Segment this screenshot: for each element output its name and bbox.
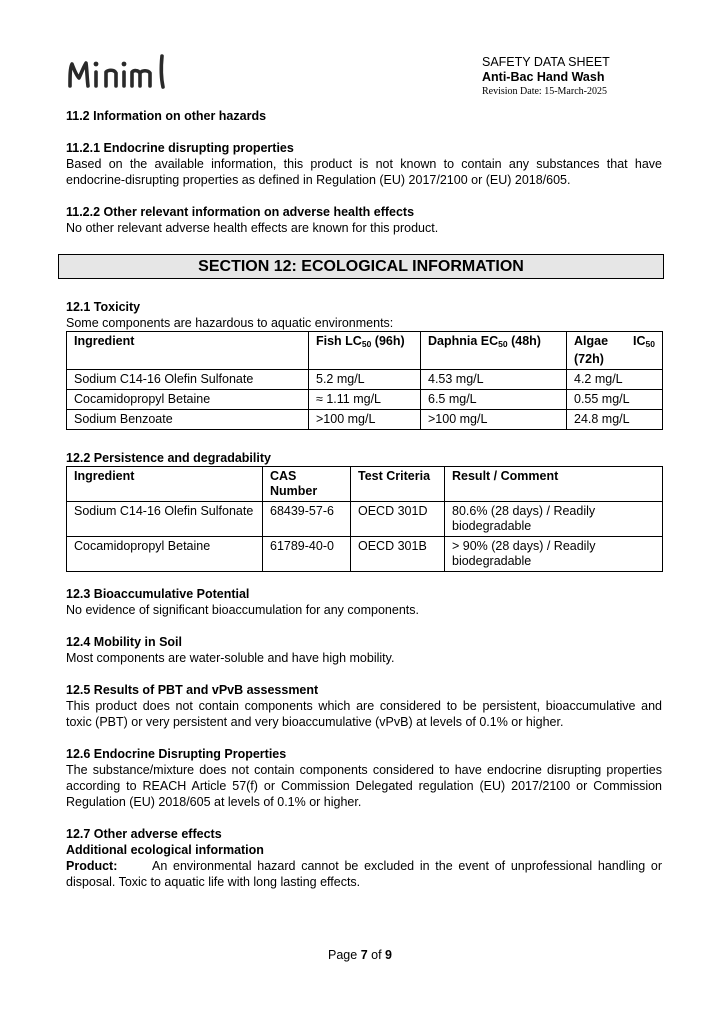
table-header-row <box>67 332 663 370</box>
table-row <box>67 370 663 390</box>
table-row <box>67 502 663 537</box>
text-12-4: Most components are water-soluble and have high mobility. <box>66 651 395 665</box>
doc-type: SAFETY DATA SHEET <box>482 55 610 69</box>
heading-12-5: 12.5 Results of PBT and vPvB assessment <box>66 683 319 697</box>
page-number: 7 <box>360 948 368 962</box>
section-12-title: SECTION 12: ECOLOGICAL INFORMATION <box>58 254 664 279</box>
col-ingredient: Ingredient <box>67 467 263 502</box>
cell: 24.8 mg/L <box>567 410 663 430</box>
cell: Cocamidopropyl Betaine <box>67 390 309 410</box>
page-content <box>66 108 662 890</box>
subheading-additional-eco: Additional ecological information <box>66 843 264 857</box>
cell: Sodium C14-16 Olefin Sulfonate <box>67 502 263 537</box>
product-text: An environmental hazard cannot be excluded in the event of unprofessional handling or disposal. Toxic to aquatic life with long lasting effects. <box>66 859 662 889</box>
page-total: 9 <box>385 948 392 962</box>
page-footer <box>0 948 720 962</box>
text-12-6: The substance/mixture does not contain components considered to have endocrine disrupting properties according to REACH Article 57(f) or Commission Delegated regulation (EU) 2017/2100 or Commission Regulation (EU) 2018/605 at levels of 0.1% or higher. <box>66 763 662 809</box>
heading-12-2: 12.2 Persistence and degradability <box>66 451 271 465</box>
cell: > 90% (28 days) / Readily biodegradable <box>445 537 663 572</box>
revision-date: Revision Date: 15-March-2025 <box>482 86 607 97</box>
col-ingredient: Ingredient <box>67 332 309 370</box>
heading-11-2-2: 11.2.2 Other relevant information on adverse health effects <box>66 205 415 219</box>
col-algae: Algae $IC_{50}$ (72h) <box>567 332 663 370</box>
table-row <box>67 537 663 572</box>
text-12-5: This product does not contain components which are considered to be persistent, bioaccumulative and toxic (PBT) or very persistent and very bioaccumulative (vPvB) at levels of 0.1% or higher. <box>66 699 662 729</box>
text-11-2-2: No other relevant adverse health effects are known for this product. <box>66 221 439 235</box>
cell: 0.55 mg/L <box>567 390 663 410</box>
heading-12-1: 12.1 Toxicity <box>66 300 141 314</box>
table-row <box>67 390 663 410</box>
text-11-2-1: Based on the available information, this product is not known to contain any substances that have endocrine-disrupting properties as defined in Regulation (EU) 2017/2100 or (EU) 2018/605. <box>66 157 662 187</box>
product-name: Anti-Bac Hand Wash <box>482 70 605 84</box>
of-word: of <box>371 948 382 962</box>
cell: Cocamidopropyl Betaine <box>67 537 263 572</box>
heading-12-4: 12.4 Mobility in Soil <box>66 635 182 649</box>
heading-12-7: 12.7 Other adverse effects <box>66 827 222 841</box>
product-label: Product: <box>66 859 118 873</box>
cell: >100 mg/L <box>309 410 421 430</box>
cell: OECD 301B <box>351 537 445 572</box>
heading-11-2: 11.2 Information on other hazards <box>66 109 267 123</box>
page-word: Page <box>328 948 358 962</box>
document-header <box>482 55 610 98</box>
col-daphnia: Daphnia $EC_{50}$ (48h) <box>421 332 567 370</box>
heading-11-2-1: 11.2.1 Endocrine disrupting properties <box>66 141 294 155</box>
col-cas: CAS Number <box>263 467 351 502</box>
cell: Sodium Benzoate <box>67 410 309 430</box>
toxicity-table <box>66 331 663 430</box>
text-12-3: No evidence of significant bioaccumulation for any components. <box>66 603 419 617</box>
cell: Sodium C14-16 Olefin Sulfonate <box>67 370 309 390</box>
cell: 4.2 mg/L <box>567 370 663 390</box>
cell: OECD 301D <box>351 502 445 537</box>
cell: >100 mg/L <box>421 410 567 430</box>
cell: 5.2 mg/L <box>309 370 421 390</box>
cell: ≈ 1.11 mg/L <box>309 390 421 410</box>
col-test: Test Criteria <box>351 467 445 502</box>
cell: 68439-57-6 <box>263 502 351 537</box>
cell: 4.53 mg/L <box>421 370 567 390</box>
table-header-row <box>67 467 663 502</box>
toxicity-intro: Some components are hazardous to aquatic environments: <box>66 316 394 330</box>
cell: 80.6% (28 days) / Readily biodegradable <box>445 502 663 537</box>
cell: 6.5 mg/L <box>421 390 567 410</box>
text-12-7 <box>66 858 662 890</box>
col-fish: Fish $LC_{50}$ (96h) <box>309 332 421 370</box>
col-result: Result / Comment <box>445 467 663 502</box>
table-row <box>67 410 663 430</box>
heading-12-6: 12.6 Endocrine Disrupting Properties <box>66 747 287 761</box>
persistence-table <box>66 466 663 572</box>
miniml-logo <box>66 50 178 96</box>
cell: 61789-40-0 <box>263 537 351 572</box>
heading-12-3: 12.3 Bioaccumulative Potential <box>66 587 250 601</box>
